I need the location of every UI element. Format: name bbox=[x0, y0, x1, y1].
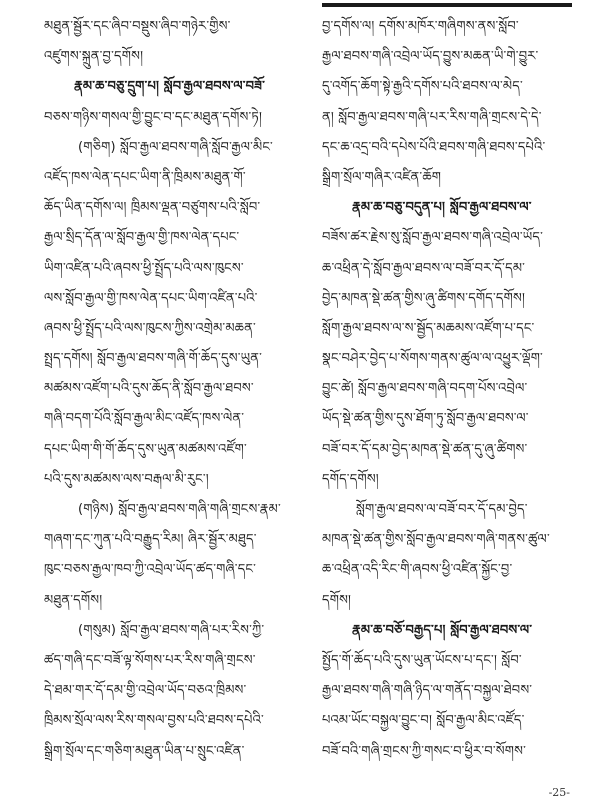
section-heading-line: རྣམ་ཆ་བཅོ་བརྒྱད་པ། སློབ་རྒྱལ་ཐབས་ལ་ bbox=[352, 622, 533, 638]
text-line: བྱ་དགོས་ལ། དགོས་མཁོར་གཞིགས་ནས་སློབ་ bbox=[322, 19, 519, 34]
text-line: ཞབས་ཕྱི་སྤྲོད་པའི་ལས་ཁུངས་ཀྱིས་འགྲེམ་མཆན་ bbox=[44, 320, 256, 336]
text-line: དགོས། bbox=[322, 592, 352, 608]
text-line: སྣང་བཤེར་བྱེད་པ་སོགས་གནས་ཚུལ་ལ་འཕྱུར་ལྡོག་ bbox=[322, 351, 543, 367]
text-line: མཐུན་སྦྱོར་དང་ཞིབ་བསྡུས་ཞིབ་གཉེར་གྱིས་ bbox=[44, 19, 231, 34]
text-line: (གསུམ) སློབ་རྒྱལ་ཐབས་གཞི་པར་རིས་ཀྱི་ bbox=[78, 622, 265, 638]
text-line: བྱེད་མཁན་སྡེ་ཚན་གྱིས་ཞུ་ཚིགས་དགོད་དགོས། bbox=[322, 290, 526, 306]
text-line: གཞག་དང་ཀུན་པའི་བརྒྱུད་རིམ། ཞིར་སྦྱོར་མཐུད་ bbox=[44, 532, 257, 548]
right-column bbox=[322, 12, 568, 767]
top-rule bbox=[322, 3, 572, 7]
text-line: སྤྱོད་གོ་ཆོད་པའི་དུས་ཡུན་ཡོངས་པ་དང་། སློབ་ bbox=[322, 652, 522, 668]
text-line: མཁན་སྡེ་ཚན་གྱིས་སློབ་རྒྱལ་ཐབས་གཞི་གནས་ཚུལ་ bbox=[322, 532, 550, 548]
text-line: གཞི་བདག་པོའི་སློབ་རྒྱལ་མིང་འཛོད་ཁས་ལེན་ bbox=[44, 411, 245, 427]
page-number: -25- bbox=[548, 786, 570, 799]
text-line: དུ་འགོད་ཆོག་སྟེ་རྒྱའི་དགོས་པའི་ཐབས་ལ་མེད་ bbox=[322, 79, 523, 95]
text-line: པའི་དུས་མཚམས་ལས་བརྒལ་མི་རུང་། bbox=[44, 471, 209, 487]
text-line: དེ་ཐམ་གར་དོ་དམ་གྱི་འབྲེལ་ཡོད་བཅའ་ཁྲིམས་ bbox=[44, 683, 247, 699]
text-line: དང་ཆ་འདྲ་བའི་དཔེས་པོའི་ཐབས་གཞི་ཐབས་དཔེའི་ bbox=[322, 139, 546, 155]
text-line: ཆ་འཕྲིན་དེ་སློབ་རྒྱལ་ཐབས་ལ་བཟོ་བར་དོ་དམ་ bbox=[322, 260, 526, 276]
text-line: འཛོད་ཁས་ལེན་དཔང་ཡིག་ནི་ཁྲིམས་མཐུན་གོ་ bbox=[44, 169, 246, 185]
text-line: རྒྱལ་ཐབས་གཞི་འབྲེལ་ཡོད་བྱུས་མཆན་ཡི་གེ་བྱུར་ bbox=[322, 49, 539, 65]
text-line: མཚམས་འཛོག་པའི་དུས་ཆོད་ནི་སློབ་རྒྱལ་ཐབས་ bbox=[44, 381, 254, 397]
text-line: རྒྱལ་ཐབས་གཞི་གཞི་ཉིད་ལ་གནོད་བསྐྱལ་ཐེབས་ bbox=[322, 683, 533, 699]
text-line: ཡོད་སྡེ་ཚན་གྱིས་དུས་ཐོག་ཏུ་སློབ་རྒྱལ་ཐབས་ལ་ bbox=[322, 411, 529, 427]
text-line: སློག་རྒྱལ་ཐབས་ལ་ས་སྦྱོད་མཆམས་འཛོག་པ་དང་ bbox=[322, 320, 535, 336]
text-line: ཁྲིམས་སྲོལ་ལས་རིས་གསལ་བྱས་པའི་ཐབས་དཔེའི་ bbox=[44, 713, 264, 729]
text-line: རྒྱལ་སྲིད་དོན་ལ་སློབ་རྒྱལ་གྱི་ཁས་ལེན་དཔང་ bbox=[44, 230, 240, 246]
text-line: བྱུང་ཚེ། སློབ་རྒྱལ་ཐབས་གཞི་བདག་པོས་འབྲེལ་ bbox=[322, 381, 528, 397]
text-line: སློག་རྒྱལ་ཐབས་ལ་བཟོ་བར་དོ་དམ་བྱེད་ bbox=[356, 502, 528, 517]
text-line: བཟོས་ཚར་རྗེས་སུ་སློབ་རྒྱལ་ཐབས་གཞི་འབྲེལ་ཡོད་ bbox=[322, 230, 544, 246]
text-line: ཚད་གཞི་དང་བཟོ་ལྟ་སོགས་པར་རིས་གཞི་གྲངས་ bbox=[44, 652, 256, 668]
text-line: ཁུང་བཅས་རྒྱལ་ཁབ་ཀྱི་འབྲེལ་ཡོད་ཚད་གཞི་དང་ bbox=[44, 562, 257, 578]
text-line: ཡིག་འཛིན་པའི་ཞབས་ཕྱི་སྤྲོད་པའི་ལས་ཁུངས་ bbox=[44, 260, 244, 276]
text-line: བཟོ་བར་དོ་དམ་བྱེད་མཁན་སྡེ་ཚན་དུ་ཞུ་ཚིགས་ bbox=[322, 441, 528, 457]
text-line: མཐུན་དགོས། bbox=[44, 592, 103, 608]
text-line: ཆ་འཕྲིན་འདི་རིང་གི་ཞབས་ཕྱི་འཛིན་སྐྱོང་བྱ་ bbox=[322, 562, 513, 578]
text-line: དགོད་དགོས། bbox=[322, 471, 379, 487]
text-line: ན། སློབ་རྒྱལ་ཐབས་གཞི་པར་རིས་གཞི་གྲངས་དེ་དེ་ bbox=[322, 109, 542, 125]
text-line: སྒྲིག་སྲོལ་གཞིར་འཛིན་ཆོག bbox=[322, 169, 442, 185]
section-heading-line: རྣམ་ཆ་བཅུ་བདུན་པ། སློབ་རྒྱལ་ཐབས་ལ་ bbox=[352, 200, 532, 216]
section-heading-line: རྣམ་ཆ་བཅུ་དྲུག་པ། སློབ་རྒྱལ་ཐབས་ལ་བཟོ་ bbox=[74, 79, 266, 95]
left-column bbox=[44, 12, 290, 767]
text-line: འཛུགས་སྐྲུན་བྱ་དགོས། bbox=[44, 49, 144, 65]
text-line: (གཅིག) སློབ་རྒྱལ་ཐབས་གཞི་སློབ་རྒྱལ་མིང་ bbox=[78, 139, 273, 155]
text-line: པའམ་ཡོང་བསྐྱལ་བྱུང་བ། སློབ་རྒྱལ་མིང་འཛོད་ bbox=[322, 713, 525, 729]
text-line: བཟོ་བའི་གཞི་གྲངས་ཀྱི་གསང་བ་ཕྱིར་བ་སོགས་ bbox=[322, 743, 527, 759]
text-line: ཆོད་ཡིན་དགོས་ལ། ཁྲིམས་ལྡན་བཙུགས་པའི་སློབ་ bbox=[44, 200, 261, 216]
text-line: སྤྲད་དགོས། སློབ་རྒྱལ་ཐབས་གཞི་གོ་ཆོད་དུས་ཡུན་ bbox=[44, 351, 263, 367]
text-line: ལས་སློབ་རྒྱལ་གྱི་ཁས་ལེན་དཔང་ཡིག་འཛིན་པའི་ bbox=[44, 290, 258, 306]
text-line: (གཉིས) སློབ་རྒྱལ་ཐབས་གཞི་གཞི་གྲངས་རྣམ་ bbox=[78, 502, 281, 517]
text-line: དཔང་ཡིག་གི་གོ་ཆོད་དུས་ཡུན་མཚམས་འཛོག་ bbox=[44, 441, 247, 457]
text-line: སྒྲིག་སྲོལ་དང་གཅིག་མཐུན་ཡིན་པ་སྲུང་འཛིན་ bbox=[44, 743, 245, 759]
text-line: བཅས་གཉིས་གསལ་གྱི་བྱུང་བ་དང་མཐུན་དགོས་ཏེ། bbox=[44, 109, 263, 125]
